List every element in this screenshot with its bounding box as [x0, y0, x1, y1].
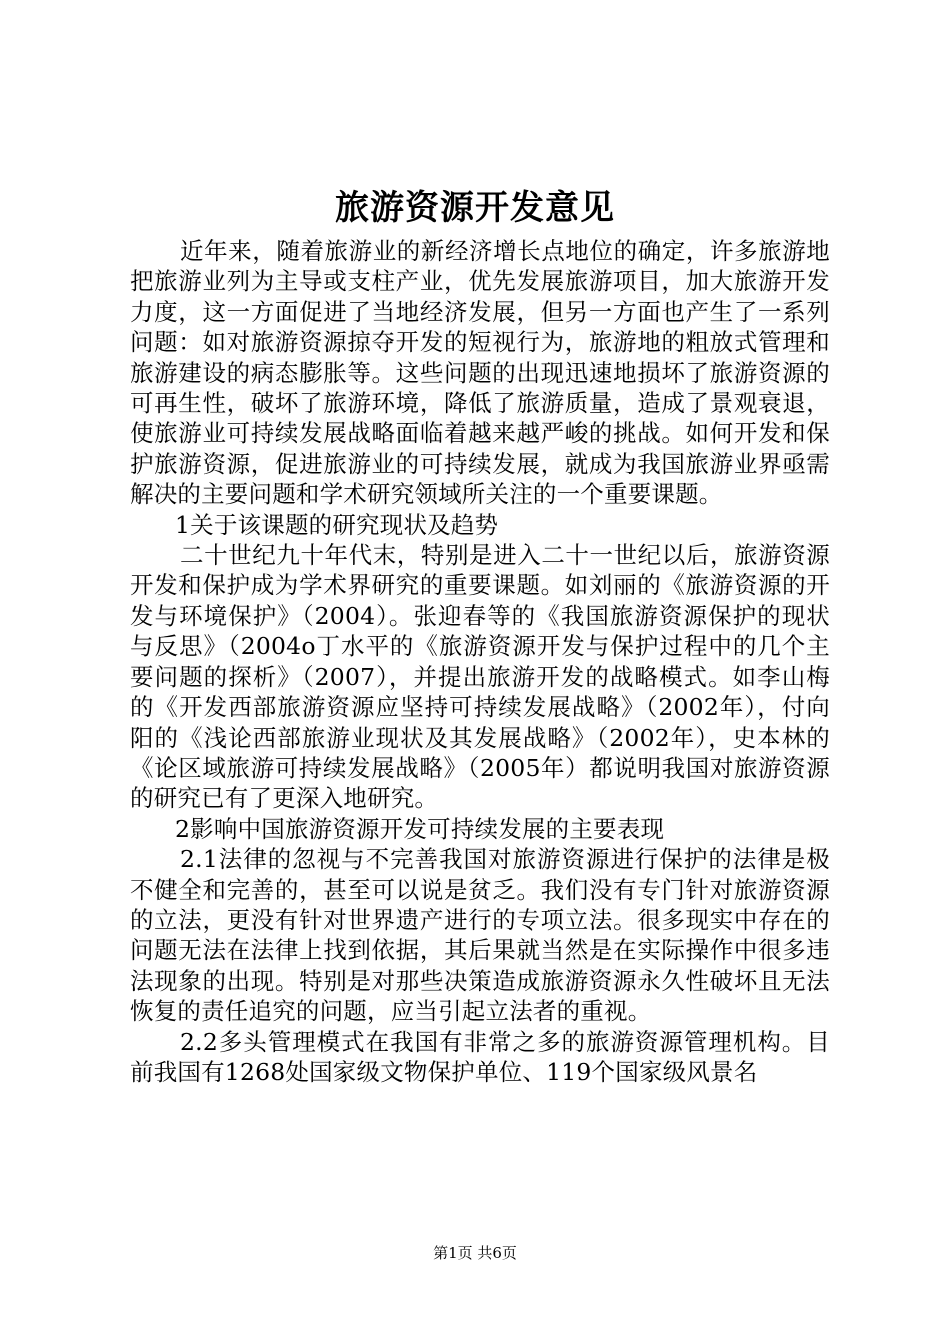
research-status-paragraph: 二十世纪九十年代末，特别是进入二十一世纪以后，旅游资源开发和保护成为学术界研究的重要课题。如刘丽的《旅游资源的开发与环境保护》（2004）。张迎春等的《我国旅游资源保护的现状与反思》（2004o丁水平的《旅游资源开发与保护过程中的几个主要问题的探析》（2007），并提出旅游开发的战略模式。如李山梅的《开发西部旅游资源应坚持可持续发展战略》（2002年），付向阳的《浅论西部旅游业现状及其发展战略》（2002年），史本林的《论区域旅游可持续发展战略》（2005年）都说明我国对旅游资源的研究已有了更深入地研究。	[130, 541, 830, 813]
page-footer: 第1页 共6页	[433, 1244, 517, 1262]
document-body	[130, 236, 830, 1087]
intro-paragraph: 近年来，随着旅游业的新经济增长点地位的确定，许多旅游地把旅游业列为主导或支柱产业，优先发展旅游项目，加大旅游开发力度，这一方面促进了当地经济发展，但另一方面也产生了一系列问题：如对旅游资源掠夺开发的短视行为，旅游地的粗放式管理和旅游建设的病态膨胀等。这些问题的出现迅速地损坏了旅游资源的可再生性，破坏了旅游环境，降低了旅游质量，造成了景观衰退，使旅游业可持续发展战略面临着越来越严峻的挑战。如何开发和保护旅游资源，促进旅游业的可持续发展，就成为我国旅游业界亟需解决的主要问题和学术研究领域所关注的一个重要课题。	[130, 237, 830, 509]
section-heading-1: 1关于该课题的研究现状及趋势	[175, 510, 499, 539]
document-title: 旅游资源开发意见	[335, 188, 615, 228]
management-paragraph: 2.2多头管理模式在我国有非常之多的旅游资源管理机构。目前我国有1268处国家级文物保护单位、119个国家级风景名	[130, 1027, 830, 1086]
law-paragraph: 2.1法律的忽视与不完善我国对旅游资源进行保护的法律是极不健全和完善的，甚至可以说是贫乏。我们没有专门针对旅游资源的立法，更没有针对世界遗产进行的专项立法。很多现实中存在的问题无法在法律上找到依据，其后果就当然是在实际操作中很多违法现象的出现。特别是对那些决策造成旅游资源永久性破坏且无法恢复的责任追究的问题，应当引起立法者的重视。	[130, 845, 830, 1026]
section-heading-2: 2影响中国旅游资源开发可持续发展的主要表现	[175, 814, 665, 843]
